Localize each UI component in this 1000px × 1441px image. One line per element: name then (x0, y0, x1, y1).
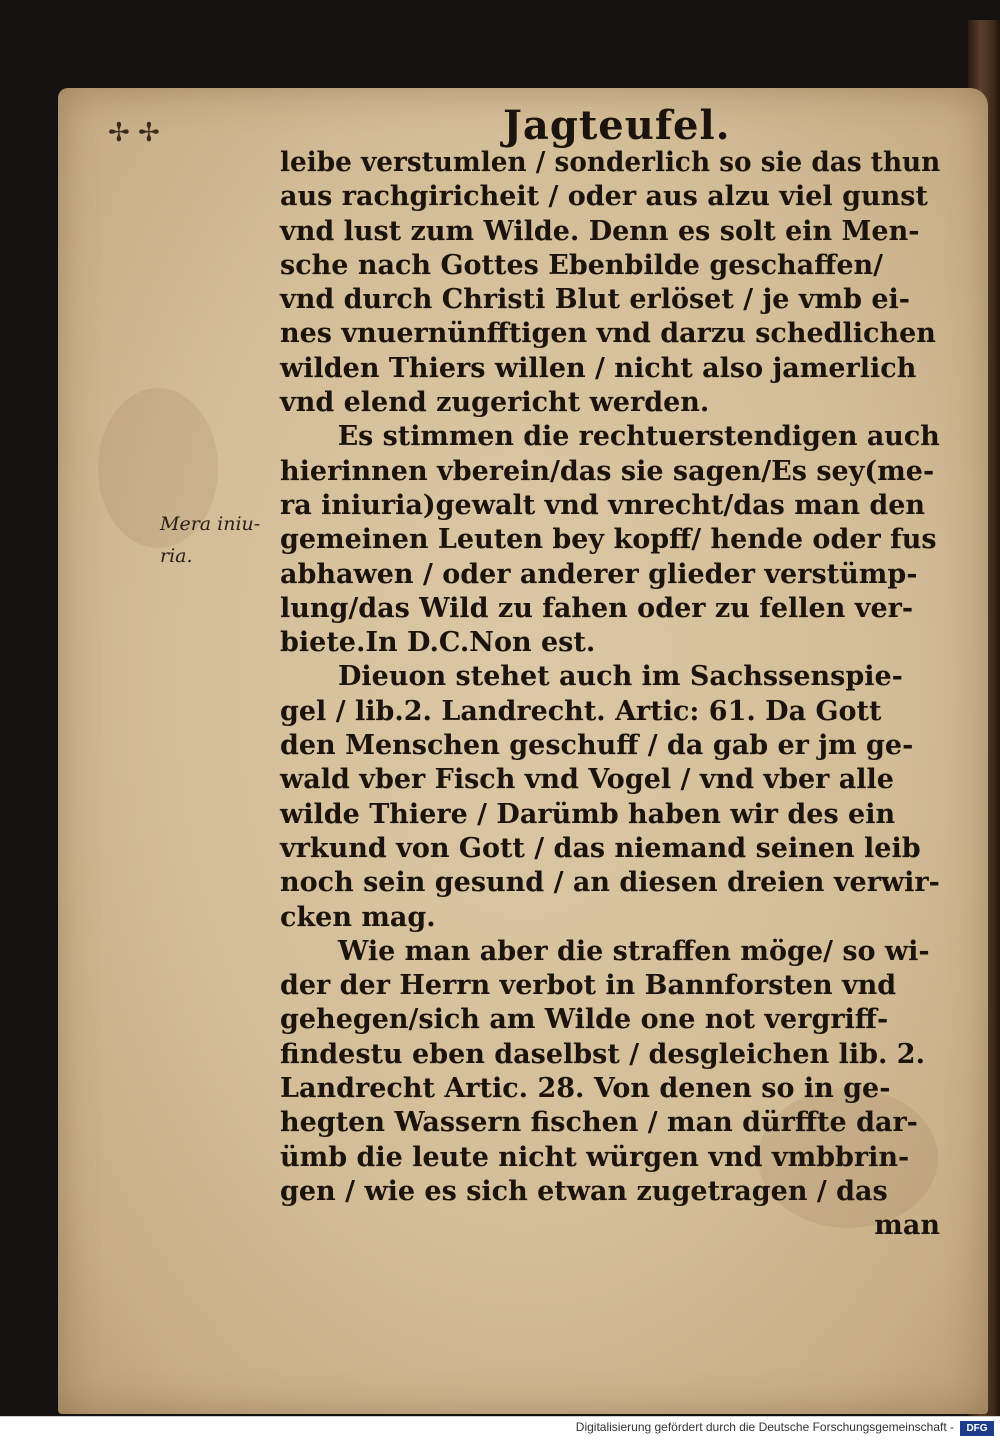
text-line: Wie man aber die straffen möge/ so wi- (338, 935, 930, 967)
text-line: Landrecht Artic. 28. Von denen so in ge- (280, 1073, 891, 1105)
margin-note (160, 508, 260, 572)
margin-note-line: Mera iniu- (160, 513, 261, 535)
text-line: abhawen / oder anderer glieder verstümp- (280, 558, 918, 590)
text-line: vnd durch Christi Blut erlöset / je vmb ei- (280, 284, 911, 316)
text-line: den Menschen geschuff / da gab er jm ge- (280, 730, 914, 762)
text-line: Es stimmen die rechtuerstendigen auch (337, 421, 940, 453)
text-line: vrkund von Gott / das niemand seinen leib (280, 832, 921, 864)
text-line: hegten Wassern fischen / man dürffte dar- (280, 1107, 918, 1139)
text-line: sche nach Gottes Ebenbilde geschaffen/ (280, 249, 884, 281)
text-line: hierinnen vberein/das sie sagen/Es sey(me- (280, 455, 935, 487)
ornament-icon: ✢ ✢ (108, 118, 160, 148)
text-line: gel / lib.2. Landrecht. Artic: 61. Da Gott (280, 695, 882, 727)
text-line: ümb die leute nicht würgen vnd vmbbrin- (280, 1141, 910, 1173)
text-line: wald vber Fisch vnd Vogel / vnd vber alle (280, 764, 894, 796)
footer-bar (0, 1416, 1000, 1441)
text-line: noch sein gesund / an diesen dreien verwir- (280, 867, 940, 899)
dfg-logo: DFG (960, 1421, 994, 1436)
body-text (280, 146, 940, 1244)
text-line: nes vnuernünfftigen vnd darzu schedlichen (280, 318, 936, 350)
text-line: cken mag. (280, 901, 436, 933)
running-head: Jagteufel. (503, 102, 731, 149)
text-line: gen / wie es sich etwan zugetragen / das (280, 1175, 888, 1207)
text-line: gehegen/sich am Wilde one not vergriff- (280, 1004, 889, 1036)
text-line: findestu eben daselbst / desgleichen lib. 2. (280, 1038, 925, 1070)
text-line: wilde Thiere / Darümb haben wir des ein (280, 798, 896, 830)
text-line: aus rachgiricheit / oder aus alzu viel gunst (280, 181, 928, 213)
text-line: ra iniuria)gewalt vnd vnrecht/das man den (280, 489, 926, 521)
funding-credit: Digitalisierung gefördert durch die Deutsche Forschungsgemeinschaft - (575, 1420, 954, 1434)
text-line: der der Herrn verbot in Bannforsten vnd (280, 970, 897, 1002)
margin-note-line: ria. (160, 545, 193, 567)
text-line: biete.In D.C.Non est. (280, 627, 596, 659)
text-line: Dieuon stehet auch im Sachssenspie- (338, 661, 903, 693)
text-line: vnd lust zum Wilde. Denn es solt ein Men- (280, 215, 920, 247)
catchword: man (874, 1210, 940, 1242)
text-line: wilden Thiers willen / nicht also jamerlich (280, 352, 917, 384)
text-line: lung/das Wild zu fahen oder zu fellen ver- (280, 592, 914, 624)
text-line: leibe verstumlen / sonderlich so sie das thun (280, 147, 941, 178)
text-line: gemeinen Leuten bey kopff/ hende oder fus (280, 524, 937, 556)
text-line: vnd elend zugericht werden. (280, 387, 710, 419)
